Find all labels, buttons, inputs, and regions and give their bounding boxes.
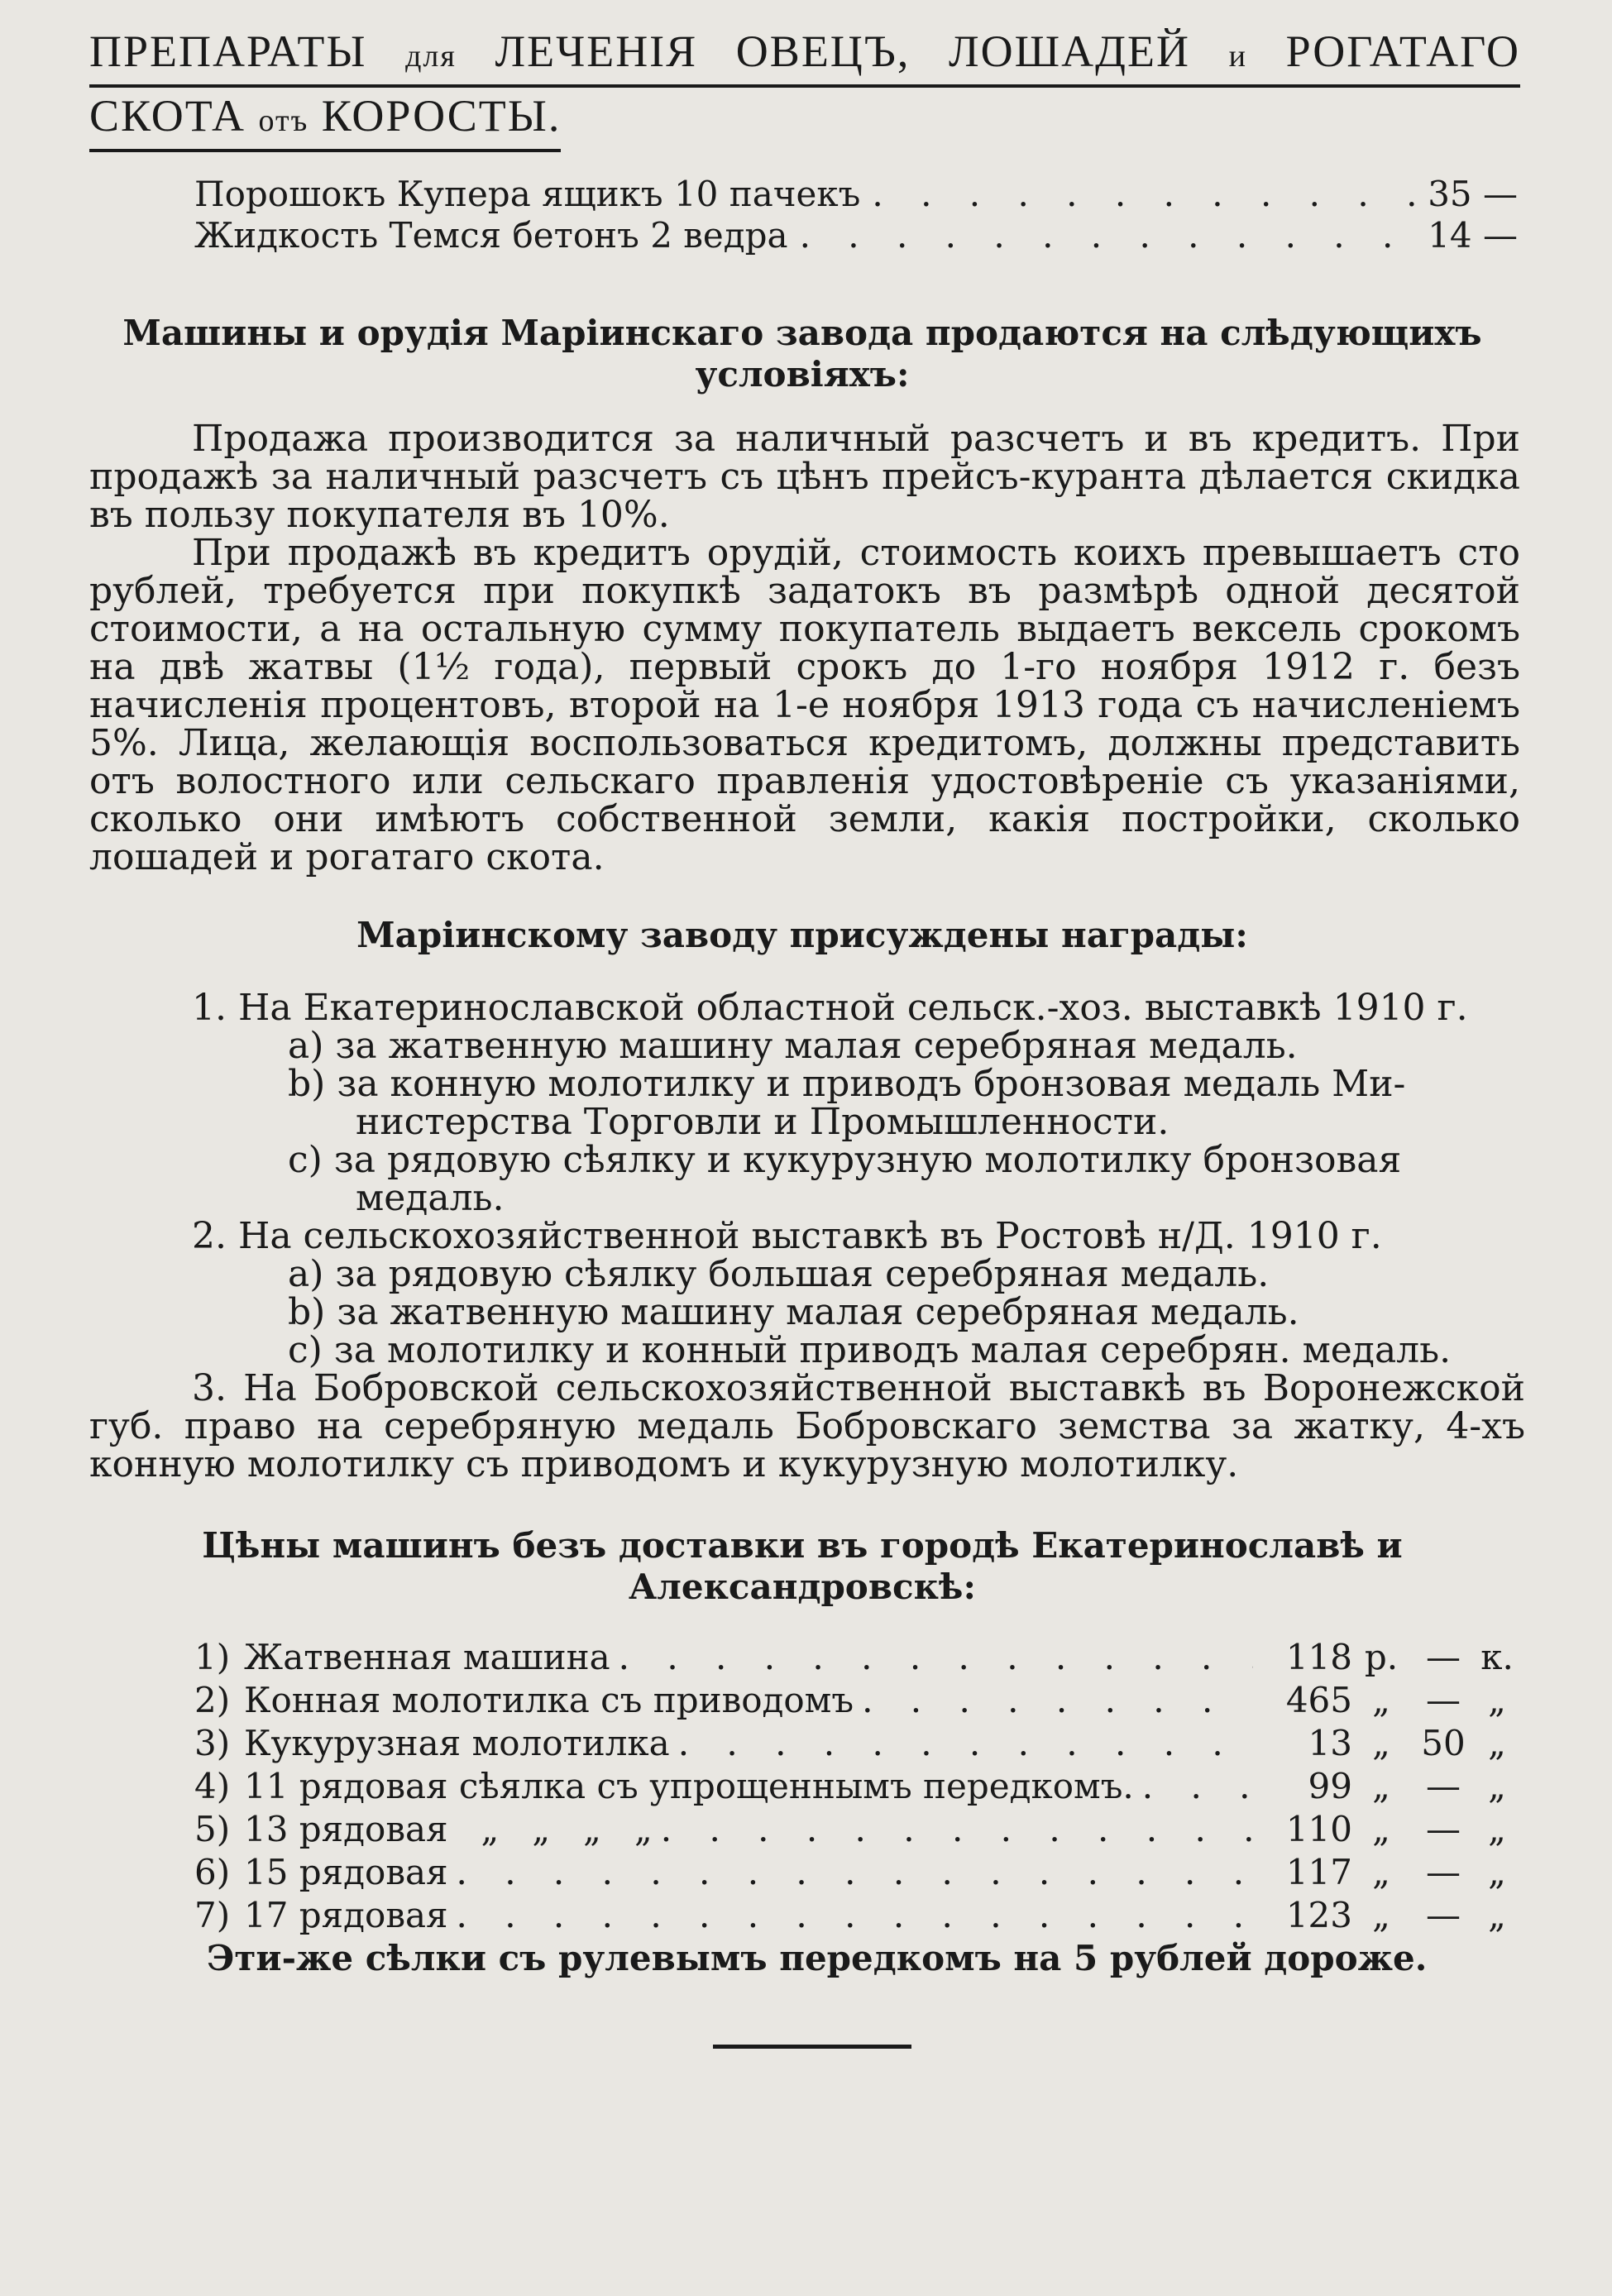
paragraph: Продажа производится за наличный разсчетъ и въ кредитъ. При продажѣ за наличный разсчетъ съ цѣнъ прейсъ-куранта дѣлается скидка въ пользу покупателя въ 10%. — [89, 418, 1520, 536]
row-label: Жатвенная машина — [244, 1637, 610, 1677]
list-item — [194, 215, 1518, 256]
price-rubles: 465 — [1285, 1680, 1352, 1720]
header-word: для — [405, 39, 457, 74]
price-row — [194, 1765, 1518, 1808]
header-word: КОРОСТЫ. — [321, 91, 562, 141]
kopecks-unit: „ — [1488, 1852, 1506, 1892]
row-number: 3) — [194, 1723, 231, 1763]
item-label: Порошокъ Купера ящикъ 10 пачекъ — [194, 174, 861, 214]
award-item: 1. На Екатеринославской областной сельск.-хоз. выставкѣ 1910 г. — [192, 987, 1468, 1029]
dot-leader — [800, 215, 1415, 256]
terms-text — [89, 420, 1520, 877]
kopecks-unit: „ — [1488, 1723, 1506, 1763]
dot-leader — [678, 1722, 1253, 1765]
award-subitem-continuation: медаль. — [356, 1177, 505, 1219]
header-word: ЛЕЧЕНІЯ ОВЕЦЪ, ЛОШАДЕЙ — [495, 26, 1190, 76]
row-number: 1) — [194, 1637, 231, 1677]
rubles-unit: „ — [1372, 1852, 1390, 1892]
header-word: РОГАТАГО — [1285, 26, 1521, 76]
dot-leader — [619, 1636, 1253, 1679]
awards-list — [89, 989, 1525, 1484]
item-price: 35 — — [1428, 174, 1518, 214]
item-price: 14 — — [1428, 215, 1518, 256]
price-kopecks: — — [1426, 1852, 1461, 1892]
price-row — [194, 1894, 1518, 1937]
preparations-list — [194, 174, 1518, 256]
dot-leader — [862, 1679, 1253, 1722]
prices-heading-block — [116, 1525, 1489, 1608]
award-subitem: b) за конную молотилку и приводъ бронзовая медаль Ми- — [288, 1063, 1406, 1105]
price-row — [194, 1851, 1518, 1894]
rubles-unit: „ — [1372, 1895, 1390, 1935]
price-kopecks: 50 — [1421, 1723, 1466, 1763]
price-row — [194, 1636, 1518, 1679]
award-subitem: а) за жатвенную машину малая серебряная медаль. — [288, 1025, 1298, 1067]
row-label: Конная молотилка съ приводомъ — [244, 1680, 854, 1720]
row-label: 17 рядовая — [244, 1895, 448, 1935]
row-label: 15 рядовая — [244, 1852, 448, 1892]
dot-leader — [661, 1808, 1253, 1851]
row-label: 13 рядовая „ „ „ „ — [244, 1809, 653, 1849]
header-line-1 — [89, 23, 1520, 88]
kopecks-unit: „ — [1488, 1766, 1506, 1806]
rubles-unit: „ — [1372, 1723, 1390, 1763]
row-number: 6) — [194, 1852, 231, 1892]
header-line-2 — [89, 88, 561, 152]
row-number: 4) — [194, 1766, 231, 1806]
price-rubles: 110 — [1285, 1809, 1352, 1849]
paragraph: При продажѣ въ кредитъ орудій, стоимость коихъ превышаетъ сто рублей, требуется при покупкѣ задатокъ въ размѣрѣ одной десятой стоимости, а на остальную сумму покупатель выдаетъ вексель срокомъ на двѣ жатвы (1½ года), первый срокъ до 1-го ноября 1912 г. безъ начисленія процентовъ, второй на 1-е ноября 1913 года съ начисленіемъ 5%. Лица, желающія воспользоваться кредитомъ, должны представить отъ волостного или сельскаго правленія удостовѣреніе съ указаніями, сколько они имѣютъ собственной земли, какія постройки, сколько лошадей и рогатаго скота. — [89, 532, 1520, 878]
section-heading: Машины и орудія Маріинскаго завода продаются на слѣдующихъ условіяхъ: — [122, 313, 1482, 395]
award-subitem: а) за рядовую сѣялку большая серебряная медаль. — [288, 1253, 1270, 1295]
award-item: 2. На сельскохозяйственной выставкѣ въ Ростовѣ н/Д. 1910 г. — [192, 1215, 1382, 1257]
award-subitem: b) за жатвенную машину малая серебряная медаль. — [288, 1291, 1299, 1333]
awards-heading-block — [116, 915, 1489, 956]
kopecks-unit: „ — [1488, 1680, 1506, 1720]
header-word: СКОТА — [89, 91, 246, 141]
row-number: 2) — [194, 1680, 231, 1720]
price-kopecks: — — [1426, 1766, 1461, 1806]
section-heading: Цѣны машинъ безъ доставки въ городѣ Екатеринославѣ и Александровскѣ: — [202, 1525, 1403, 1607]
header-word: отъ — [258, 103, 309, 138]
price-rubles: 99 — [1308, 1766, 1352, 1806]
list-item — [194, 174, 1518, 215]
price-kopecks: — — [1426, 1895, 1461, 1935]
section-heading: Маріинскому заводу присуждены награды: — [356, 915, 1248, 955]
row-label: Кукурузная молотилка — [244, 1723, 670, 1763]
kopecks-unit: „ — [1488, 1809, 1506, 1849]
award-subitem: с) за рядовую сѣялку и кукурузную молотилку бронзовая — [288, 1139, 1402, 1181]
price-row — [194, 1722, 1518, 1765]
price-rubles: 123 — [1285, 1895, 1352, 1935]
rubles-unit: „ — [1372, 1809, 1390, 1849]
price-rubles: 13 — [1308, 1723, 1352, 1763]
award-item: 3. На Бобровской сельскохозяйственной выставкѣ въ Воронежской губ. право на серебряную медаль Бобровскаго земства за жатку, 4-хъ конную молотилку съ приводомъ и кукурузную молотилку. — [89, 1367, 1525, 1485]
price-kopecks: — — [1426, 1637, 1461, 1677]
terms-heading-block — [116, 313, 1489, 395]
kopecks-unit: к. — [1480, 1637, 1514, 1677]
dot-leader — [457, 1894, 1253, 1937]
header-word: ПРЕПАРАТЫ — [89, 26, 367, 76]
price-kopecks: — — [1426, 1809, 1461, 1849]
page-header — [89, 23, 1520, 152]
price-list — [194, 1636, 1518, 1980]
header-word: и — [1228, 39, 1247, 74]
rubles-unit: „ — [1372, 1680, 1390, 1720]
row-label: 11 рядовая сѣялка съ упрощеннымъ передкомъ. — [244, 1766, 1134, 1806]
price-rubles: 117 — [1285, 1852, 1352, 1892]
award-subitem: с) за молотилку и конный приводъ малая серебрян. медаль. — [288, 1329, 1452, 1371]
rubles-unit: р. — [1364, 1637, 1399, 1677]
price-rubles: 118 — [1285, 1637, 1352, 1677]
kopecks-unit: „ — [1488, 1895, 1506, 1935]
price-kopecks: — — [1426, 1680, 1461, 1720]
award-subitem-continuation: нистерства Торговли и Промышленности. — [356, 1101, 1170, 1143]
price-row — [194, 1808, 1518, 1851]
dot-leader — [1142, 1765, 1253, 1808]
row-number: 7) — [194, 1895, 231, 1935]
price-row — [194, 1679, 1518, 1722]
dot-leader — [457, 1851, 1253, 1894]
item-label: Жидкость Темся бетонъ 2 ведра — [194, 215, 788, 256]
price-note: Эти-же сѣлки съ рулевымъ передкомъ на 5 рублей дороже. — [207, 1938, 1428, 1978]
closing-rule — [713, 2045, 911, 2049]
row-number: 5) — [194, 1809, 231, 1849]
rubles-unit: „ — [1372, 1766, 1390, 1806]
dot-leader — [872, 174, 1415, 215]
